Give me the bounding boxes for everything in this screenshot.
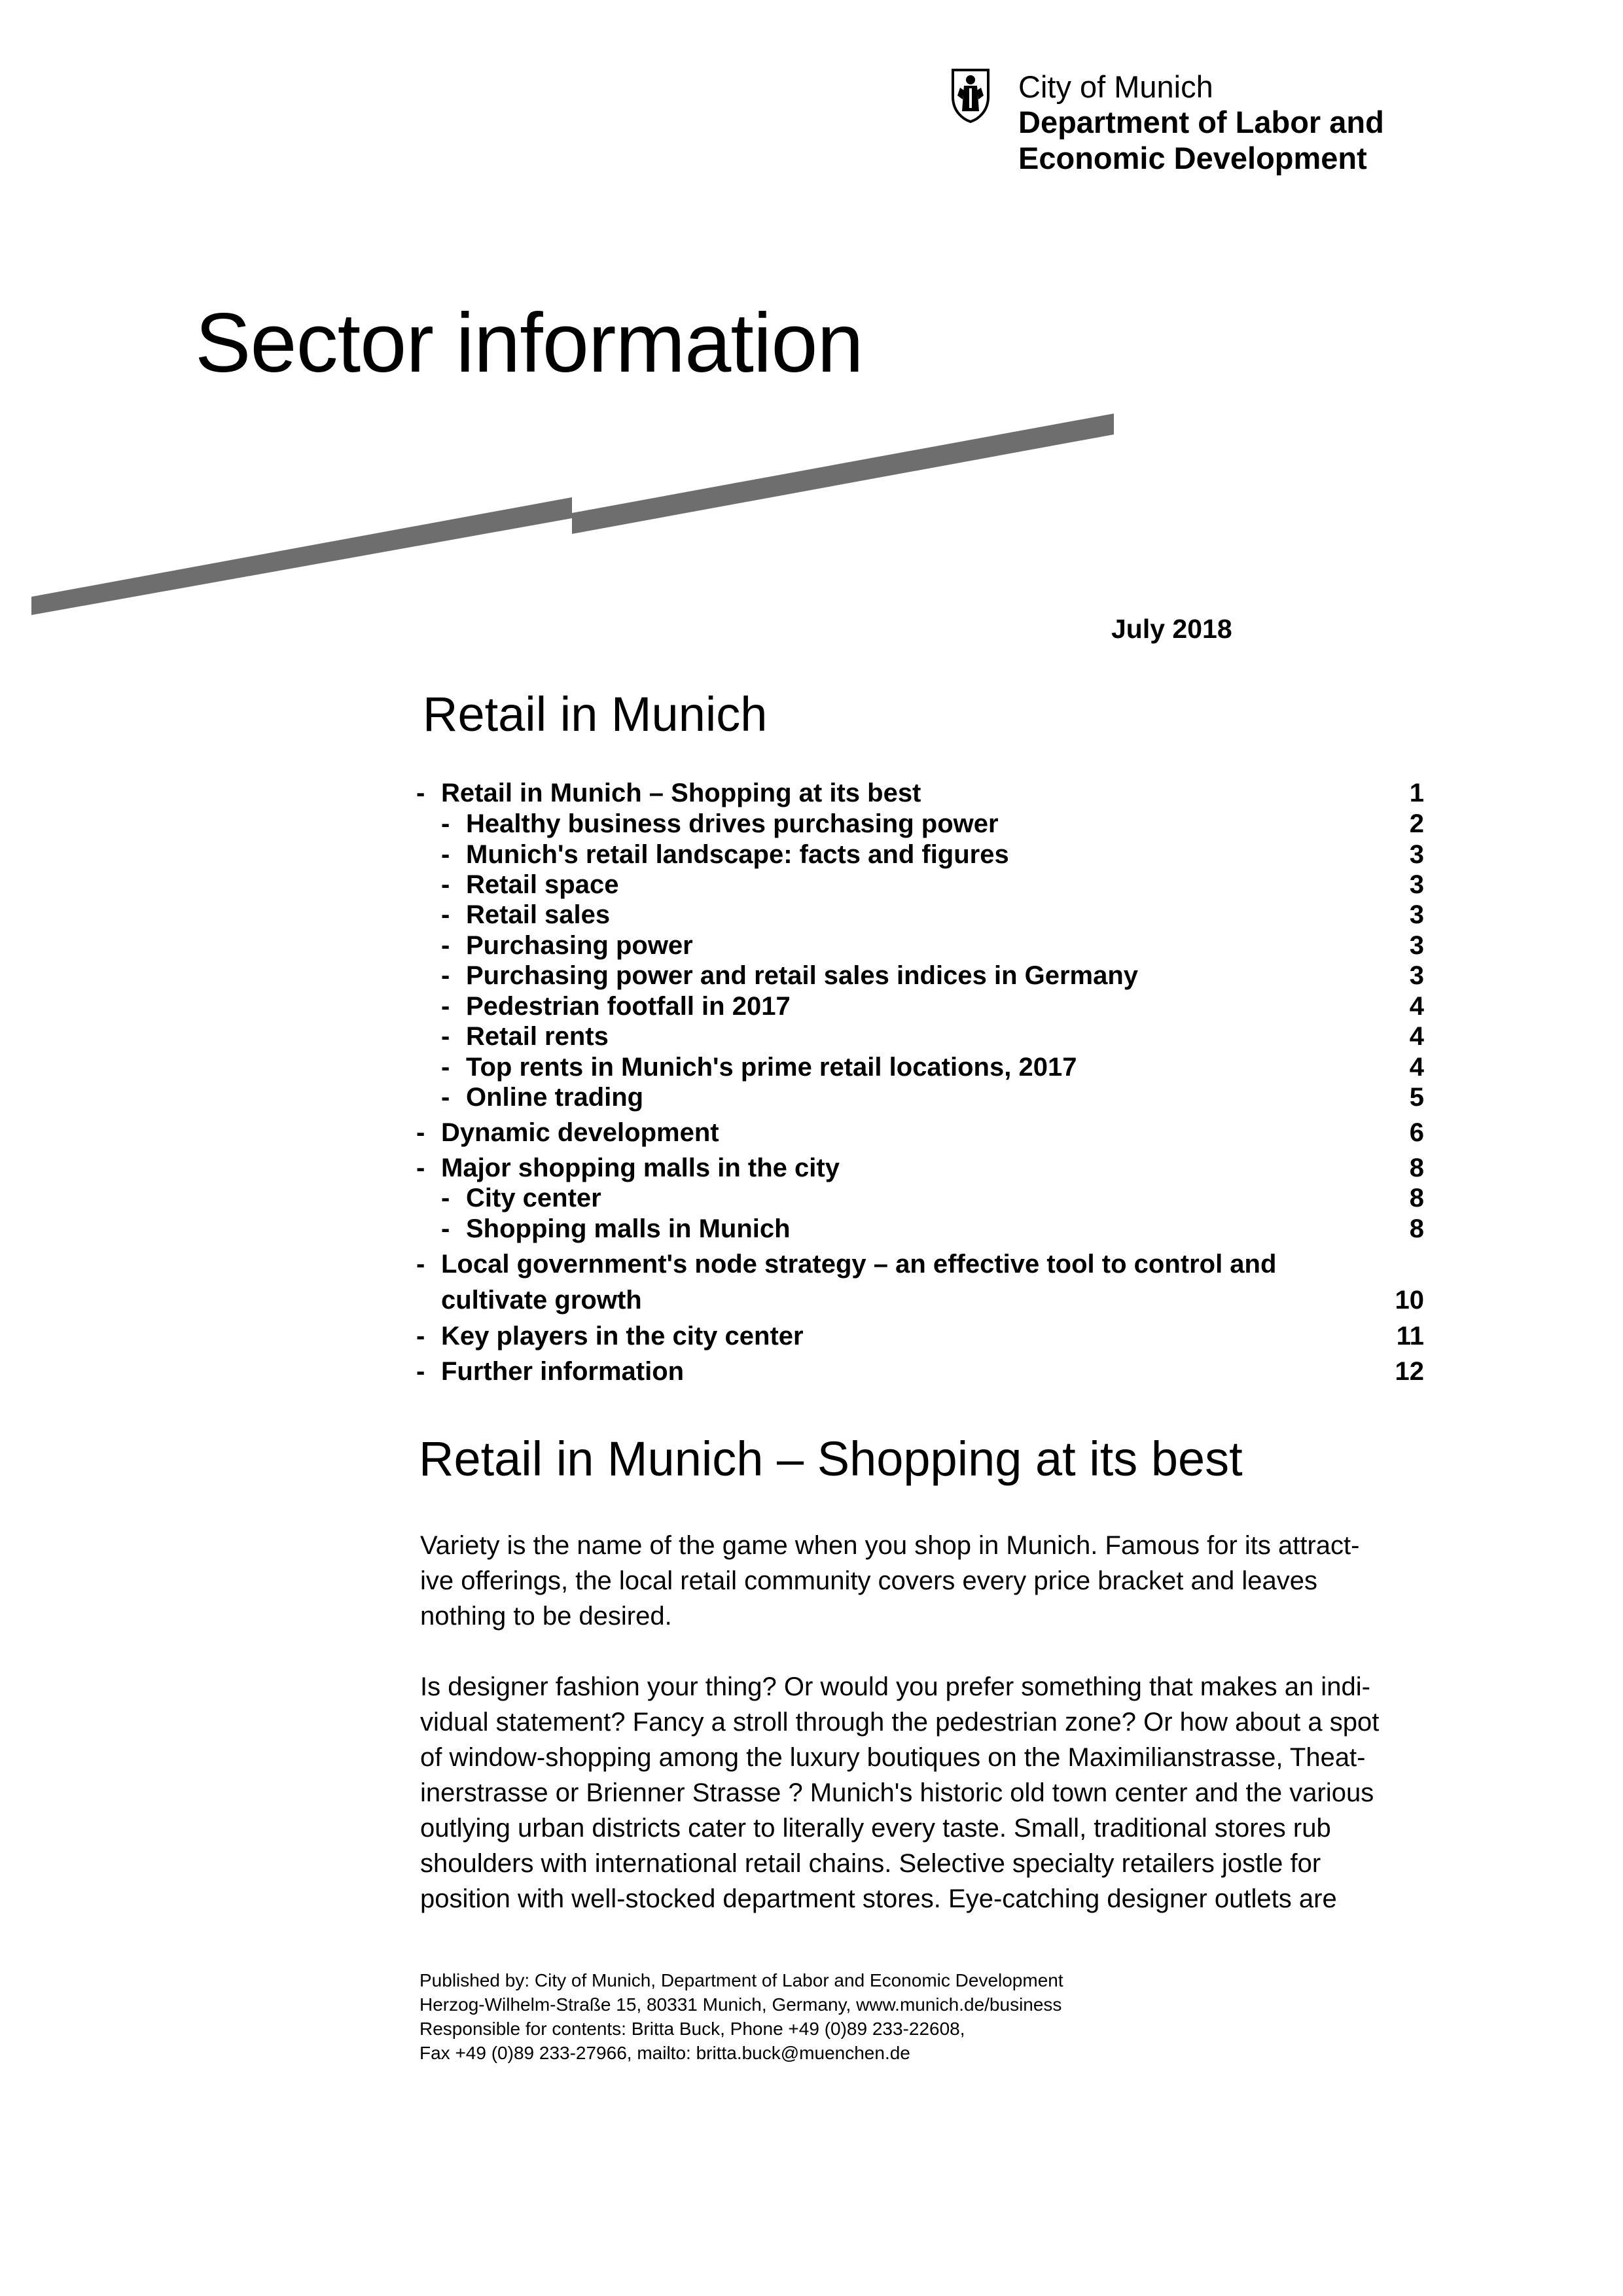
toc-bullet-dash: - (416, 1118, 425, 1147)
toc-entry-title: Retail in Munich – Shopping at its best (441, 779, 921, 807)
toc-entry-page: 11 (1396, 1322, 1424, 1351)
toc-entry-title: Shopping malls in Munich (466, 1214, 791, 1243)
toc-entry-title: Purchasing power and retail sales indices in Germany (466, 961, 1139, 990)
publication-date: July 2018 (1111, 614, 1232, 644)
paragraph-line: nothing to be desired. (420, 1602, 672, 1631)
toc-entry-title: Pedestrian footfall in 2017 (466, 992, 791, 1021)
footer-line: Fax +49 (0)89 233-27966, mailto: britta.buck@muenchen.de (419, 2043, 910, 2063)
footer-line: Responsible for contents: Britta Buck, Phone +49 (0)89 233-22608, (419, 2019, 965, 2039)
toc-entry-title: Retail rents (466, 1022, 609, 1051)
toc-bullet-dash: - (441, 992, 450, 1021)
paragraph-line: vidual statement? Fancy a stroll through the pedestrian zone? Or how about a spot (420, 1708, 1380, 1737)
toc-bullet-dash: - (441, 1022, 450, 1051)
paragraph-line: inerstrasse or Brienner Strasse ? Munich's historic old town center and the various (420, 1778, 1374, 1807)
toc-bullet-dash: - (416, 1357, 425, 1386)
article-title: Retail in Munich – Shopping at its best (419, 1432, 1243, 1486)
toc-bullet-dash: - (416, 1250, 425, 1279)
munich-coat-of-arms-icon (951, 68, 990, 123)
paragraph-line: shoulders with international retail chains. Selective specialty retailers jostle for (420, 1849, 1321, 1878)
toc-entry-page: 3 (1409, 870, 1424, 899)
paragraph-line: Variety is the name of the game when you shop in Munich. Famous for its attract- (420, 1531, 1360, 1560)
toc-entry-page: 3 (1409, 900, 1424, 929)
toc-bullet-dash: - (441, 900, 450, 929)
toc-entry-title: Retail space (466, 870, 619, 899)
toc-entry-title: Retail sales (466, 900, 611, 929)
toc-entry-page: 6 (1409, 1118, 1424, 1147)
toc-entry-page: 3 (1409, 961, 1424, 990)
article-paragraph-1 (420, 1528, 1428, 1634)
toc-bullet-dash: - (441, 809, 450, 838)
publisher-footer (419, 1968, 1063, 2065)
article-paragraph-2 (420, 1669, 1428, 1916)
toc-entry-page: 8 (1409, 1214, 1424, 1243)
toc-entry-title: Further information (441, 1357, 685, 1386)
toc-bullet-dash: - (416, 1322, 425, 1351)
toc-entry-title: Local government's node strategy – an effective tool to control and (441, 1250, 1277, 1279)
toc-entry-page: 12 (1395, 1357, 1424, 1386)
toc-bullet-dash: - (416, 1154, 425, 1182)
toc-entry-title: Purchasing power (466, 931, 693, 960)
section-title: Retail in Munich (423, 687, 768, 741)
toc-entry-title: Key players in the city center (441, 1322, 804, 1351)
toc-entry-title: cultivate growth (441, 1286, 642, 1315)
paragraph-line: Is designer fashion your thing? Or would you prefer something that makes an indi- (420, 1672, 1370, 1701)
toc-entry-title: Top rents in Munich's prime retail locations, 2017 (466, 1053, 1077, 1082)
toc-bullet-dash: - (441, 840, 450, 869)
toc-entry-title: Online trading (466, 1083, 644, 1112)
org-city-name: City of Munich (1018, 69, 1213, 104)
stripe-left (31, 497, 572, 615)
toc-bullet-dash: - (441, 961, 450, 990)
toc-entry-page: 1 (1409, 779, 1424, 807)
paragraph-line: position with well-stocked department stores. Eye-catching designer outlets are (420, 1884, 1337, 1913)
toc-entry-page: 3 (1409, 931, 1424, 960)
toc-entry-title: Healthy business drives purchasing power (466, 809, 999, 838)
toc-bullet-dash: - (416, 779, 425, 807)
toc-bullet-dash: - (441, 931, 450, 960)
toc-entry-page: 3 (1409, 840, 1424, 869)
footer-line: Herzog-Wilhelm-Straße 15, 80331 Munich, Germany, www.munich.de/business (419, 1994, 1062, 2015)
toc-entry-page: 4 (1409, 1053, 1424, 1082)
toc-bullet-dash: - (441, 870, 450, 899)
toc-entry-page: 8 (1409, 1184, 1424, 1212)
org-department-line-2: Economic Development (1018, 141, 1367, 175)
toc-entry-page: 2 (1409, 809, 1424, 838)
toc-entry-title: City center (466, 1184, 601, 1212)
toc-bullet-dash: - (441, 1214, 450, 1243)
decorative-stripes (0, 393, 1126, 628)
paragraph-line: of window-shopping among the luxury boutiques on the Maximilianstrasse, Theat- (420, 1743, 1366, 1772)
toc-entry-title: Dynamic development (441, 1118, 719, 1147)
toc-entry-page: 4 (1409, 1022, 1424, 1051)
toc-entry-page: 5 (1409, 1083, 1424, 1112)
toc-bullet-dash: - (441, 1184, 450, 1212)
document-title: Sector information (195, 296, 863, 390)
toc-entry-page: 10 (1395, 1286, 1424, 1315)
toc-bullet-dash: - (441, 1083, 450, 1112)
toc-entry-page: 8 (1409, 1154, 1424, 1182)
toc-entry-title: Major shopping malls in the city (441, 1154, 840, 1182)
footer-line: Published by: City of Munich, Department of Labor and Economic Development (419, 1970, 1063, 1990)
paragraph-line: outlying urban districts cater to literally every taste. Small, traditional stores rub (420, 1814, 1331, 1843)
toc-bullet-dash: - (441, 1053, 450, 1082)
toc-entry-page: 4 (1409, 992, 1424, 1021)
stripe-right (572, 414, 1114, 534)
toc-entry-title: Munich's retail landscape: facts and figures (466, 840, 1009, 869)
paragraph-line: ive offerings, the local retail community covers every price bracket and leaves (420, 1566, 1317, 1595)
org-department-line-1: Department of Labor and (1018, 105, 1384, 139)
